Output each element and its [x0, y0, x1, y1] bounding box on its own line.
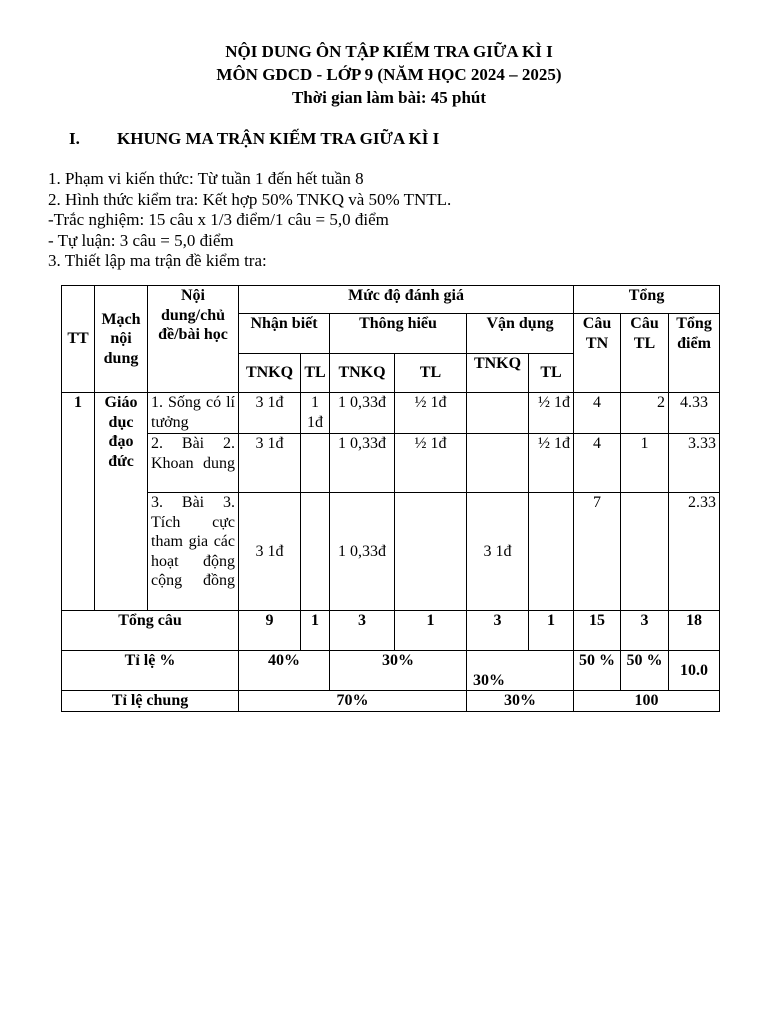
cell-cau-tl: 1 [621, 434, 669, 493]
cell-cau-tl [621, 493, 669, 611]
cell-nb-tl [301, 493, 330, 611]
total-cell: 1 [395, 611, 467, 651]
table-row [62, 393, 720, 434]
cell-th-tnkq: 1 0,33đ [330, 393, 395, 434]
ratio-nhan-biet: 40% [239, 651, 330, 691]
header-cau-tn: Câu TN [574, 314, 621, 393]
header-muc-do: Mức độ đánh giá [239, 286, 574, 314]
row-mach-noi-dung: Giáo dục đạo đức [95, 393, 148, 611]
row-topic: 1. Sống có lí tưởng [148, 393, 239, 434]
ratio-tl: 50 % [621, 651, 669, 691]
row-topic: 3. Bài 3. Tích cực tham gia các hoạt động cộng đồng [148, 493, 239, 611]
cell-tong-diem: 3.33 [669, 434, 720, 493]
overall-ratio-a: 70% [239, 691, 467, 712]
cell-th-tnkq: 1 0,33đ [330, 434, 395, 493]
matrix-table [61, 285, 720, 712]
ratio-label: Tỉ lệ % [62, 651, 239, 691]
cell-th-tl: ½ 1đ [395, 393, 467, 434]
total-cell: 3 [330, 611, 395, 651]
overall-ratio-row [62, 691, 720, 712]
cell-th-tl: ½ 1đ [395, 434, 467, 493]
row-topic: 2. Bài 2. Khoan dung [148, 434, 239, 493]
cell-th-tnkq: 1 0,33đ [330, 493, 395, 611]
row-tt: 1 [62, 393, 95, 611]
intro-lines [48, 169, 451, 272]
intro-line: 3. Thiết lập ma trận đề kiểm tra: [48, 251, 267, 270]
ratio-thong-hieu: 30% [330, 651, 467, 691]
cell-th-tl [395, 493, 467, 611]
intro-line: -Trắc nghiệm: 15 câu x 1/3 điểm/1 câu = 5,0 điểm [48, 210, 389, 229]
cell-vd-tl: ½ 1đ [529, 393, 574, 434]
cell-cau-tn: 7 [574, 493, 621, 611]
cell-vd-tnkq [467, 434, 529, 493]
overall-ratio-b: 30% [467, 691, 574, 712]
cell-nb-tl [301, 434, 330, 493]
total-cell: 18 [669, 611, 720, 651]
header-tnkq: TNKQ [239, 354, 301, 393]
intro-line: - Tự luận: 3 câu = 5,0 điểm [48, 230, 234, 250]
cell-cau-tl: 2 [621, 393, 669, 434]
total-cell: 15 [574, 611, 621, 651]
ratio-row [62, 651, 720, 691]
table-row [62, 434, 720, 493]
header-tnkq: TNKQ [330, 354, 395, 393]
table-row [62, 493, 720, 611]
cell-nb-tnkq: 3 1đ [239, 434, 301, 493]
total-cell: 1 [529, 611, 574, 651]
cell-vd-tl: ½ 1đ [529, 434, 574, 493]
header-noi-dung: Nội dung/chủ đề/bài học [148, 286, 239, 393]
header-tl: TL [301, 354, 330, 393]
title-line-3: Thời gian làm bài: 45 phút [291, 88, 487, 107]
ratio-van-dung: 30% [467, 651, 574, 691]
cell-cau-tn: 4 [574, 393, 621, 434]
cell-nb-tl: 1 1đ [301, 393, 330, 434]
header-tt: TT [62, 286, 95, 393]
cell-tong-diem: 2.33 [669, 493, 720, 611]
header-mach-noi-dung: Mạch nội dung [95, 286, 148, 393]
header-thong-hieu: Thông hiểu [330, 314, 467, 354]
header-van-dung: Vận dụng [467, 314, 574, 354]
cell-tong-diem: 4.33 [669, 393, 720, 434]
header-nhan-biet: Nhận biết [239, 314, 330, 354]
total-questions-label: Tổng câu [62, 611, 239, 651]
header-tnkq: TNKQ [467, 354, 529, 393]
header-tl: TL [529, 354, 574, 393]
total-cell: 3 [621, 611, 669, 651]
header-tong-diem: Tổng điểm [669, 314, 720, 393]
total-cell: 1 [301, 611, 330, 651]
cell-nb-tnkq: 3 1đ [239, 393, 301, 434]
cell-cau-tn: 4 [574, 434, 621, 493]
ratio-tn: 50 % [574, 651, 621, 691]
total-questions-row [62, 611, 720, 651]
cell-vd-tnkq: 3 1đ [467, 493, 529, 611]
title-line-2: MÔN GDCD - LỚP 9 (NĂM HỌC 2024 – 2025) [216, 65, 562, 84]
title-line-1: NỘI DUNG ÔN TẬP KIẾM TRA GIỮA KÌ I [225, 42, 553, 61]
section-heading [69, 129, 439, 149]
intro-line: 1. Phạm vi kiến thức: Từ tuần 1 đến hết tuần 8 [48, 169, 364, 188]
total-cell: 9 [239, 611, 301, 651]
cell-vd-tnkq [467, 393, 529, 434]
overall-ratio-c: 100 [574, 691, 720, 712]
section-number: I. [69, 129, 80, 148]
header-tl: TL [395, 354, 467, 393]
header-cau-tl: Câu TL [621, 314, 669, 393]
total-cell: 3 [467, 611, 529, 651]
cell-vd-tl [529, 493, 574, 611]
overall-ratio-label: Tỉ lệ chung [62, 691, 239, 712]
intro-line: 2. Hình thức kiểm tra: Kết hợp 50% TNKQ và 50% TNTL. [48, 189, 452, 209]
ratio-tong: 10.0 [669, 651, 720, 691]
section-title: KHUNG MA TRẬN KIẾM TRA GIỮA KÌ I [117, 129, 440, 148]
header-tong: Tổng [574, 286, 720, 314]
cell-nb-tnkq: 3 1đ [239, 493, 301, 611]
